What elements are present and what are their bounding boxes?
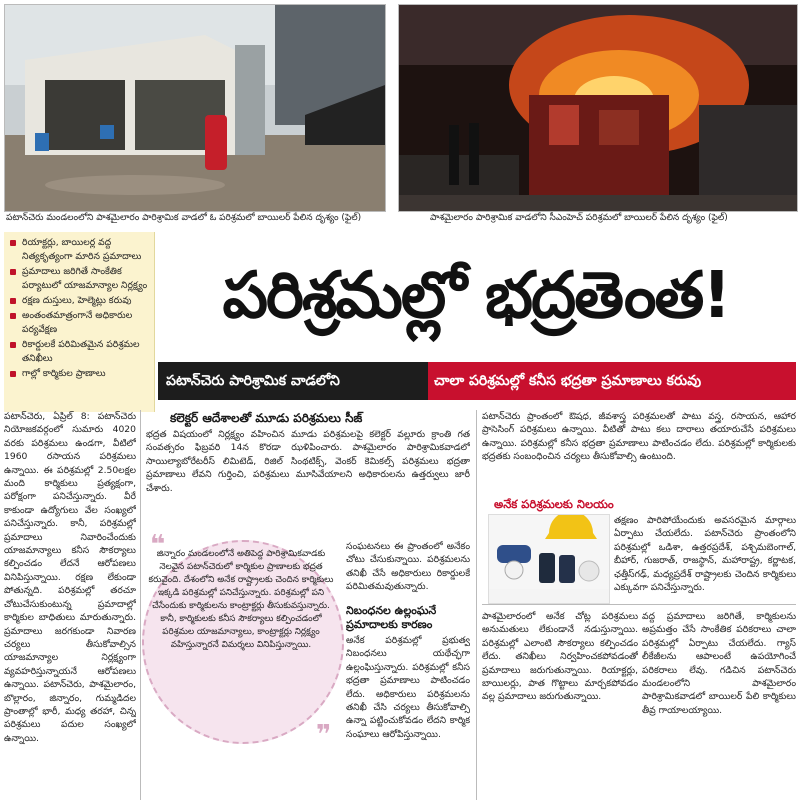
highlight-item: రక్షణ దుస్తులు, హెల్మెట్లు కరువు xyxy=(10,294,150,308)
right-photo xyxy=(398,4,798,212)
pullquote-text: జిన్నారం మండలంలోనే అతిపెద్ద పారిశ్రామికవాడకు నెలవైన పటాన్‌చెరులో కార్మికుల ప్రాణాలకు భద్రత కరువైంది. దేశంలోని అనేక రాష్ట్రాలకు చెందిన కార్మికులు ఇక్కడి పరిశ్రమల్లో పనిచేస్తున్నారు. పరిశ్రమల్లో పని చేసేందుకు కార్మికులను కాంట్రాక్టర్లు తీసుకువస్తున్నారు. కానీ, కార్మికులకు కనీస సౌకర్యాలు కల్పించడంలో పరిశ్రమల యాజమాన్యాలు, కాంట్రాక్టర్లు నిర్లక్ష్యం వహిస్తున్నారనే విమర్శలు వినిపిస్తున్నాయి. xyxy=(148,549,334,650)
column-4-bottom xyxy=(642,610,796,800)
column-3-text: పటాన్‌చెరు ప్రాంతంలో ఔషధ, జీవశాస్త్ర పరిశ్రమలతో పాటు వస్త్ర, రసాయన, ఆహార ప్రాసెసింగ్ పరిశ్రమలు ఉన్నాయి. వీటితో పాటు కలు దారాలు తయారుచేసే పరిశ్రమలు ఉన్నాయి. పరిశ్రమల్లో కనీస భద్రతా ప్రమాణాలు పాటించడం లేదు. పరిశ్రమల్లో కార్మికులకు భద్రతకు సంబంధించిన చర్యలు తీసుకోవాల్సి ఉంటుంది. xyxy=(482,411,796,463)
column-3-top xyxy=(482,410,796,492)
safety-gear-image xyxy=(488,514,610,604)
subheadline-right: చాలా పరిశ్రమల్లో కనీస భద్రతా ప్రమాణాలు కరువు xyxy=(428,362,796,400)
safety-gear-icon xyxy=(489,515,609,589)
highlights-box xyxy=(4,232,155,412)
column-3-right xyxy=(614,514,796,598)
right-photo-caption: పాశమైలారం పారిశ్రామిక వాడలోని సీఎంహెచ్ పరిశ్రమలో బాయిలర్ పేలిన దృశ్యం (ఫైల్) xyxy=(430,213,728,223)
headline: పరిశ్రమల్లో భద్రతెంత! xyxy=(222,259,730,333)
section-heading-many-visible: అనేక పరిశ్రమలకు నిలయం xyxy=(494,497,614,511)
section-heading-collector: కలెక్టర్ ఆదేశాలతో మూడు పరిశ్రమలు సీజ్ xyxy=(170,411,363,425)
factory-shed-image xyxy=(5,5,385,211)
section-heading-rules xyxy=(346,604,470,632)
subheadline-left: పటాన్‌చెరు పారిశ్రామిక వాడలోని xyxy=(158,362,428,400)
column-1-text: పటాన్‌చెరు, ఏప్రిల్ 8: పటాన్‌చెరు నియోజకవర్గంలో సుమారు 4020 వరకు పరిశ్రమలు ఉండగా, వీటిలో 1960 రసాయన పరిశ్రమలు ఉన్నాయి. ఈ పరిశ్రమల్లో 2.50లక్షల మంది కార్మికులు ప్రత్యక్షంగా, పరోక్షంగా పనిచేస్తున్నారు. వీరే కాకుండా ఉద్యోగులు వేల సంఖ్యలో పనిచేస్తున్నారు. కానీ, పరిశ్రమల్లో ప్రమాదాలు నివారించేందుకు యాజమాన్యాలు కనీస సౌకర్యాలు కల్పించడం లేదనే ఆరోపణలు వినిపిస్తున్నాయి. రక్షణ లేకుండా పోతున్నది. పరిశ్రమల్లో తరచూ చోటుచేసుకుంటున్న ప్రమాదాల్లో కార్మికుల బాధితులు మారుతున్నారు. ప్రమాదాలు జరగకుండా నివారణ చర్యలు తీసుకోవాల్సిన యాజమాన్యాల నిర్లక్ష్యంగా వ్యవహరిస్తున్నాయనే ఆరోపణలు ఉన్నాయి. పటాన్‌చెరు, పాశమైలారం, బొల్లారం, జిన్నారం, గుమ్మడిదల ప్రాంతాల్లో భారీ, మధ్య తరహా, చిన్న పరిశ్రమలు పదుల సంఖ్యలో ఉన్నాయి. xyxy=(4,411,136,744)
section-divider xyxy=(482,604,796,605)
highlight-item: రియాక్టర్లు, బాయిలర్ల వద్ద నిత్యకృత్యంగా మారిన ప్రమాదాలు xyxy=(10,236,150,264)
column-2-text: సంఘటనలు ఈ ప్రాంతంలో అనేకం చోటు చేసుకున్నాయి. పరిశ్రమలను తనిఖీ చేసే అధికారులు రికార్డులకే పరిమితమవుతున్నారు. xyxy=(346,541,470,593)
column-2-top xyxy=(146,428,470,536)
column-1 xyxy=(4,410,136,800)
column-2-middle xyxy=(346,540,470,602)
highlights-list xyxy=(4,232,154,381)
left-photo-caption: పటాన్‌చెరు మండలంలోని పాశమైలారం పారిశ్రామిక వాడలో ఓ పరిశ్రమలో బాయిలర్ పేలిన దృశ్యం (ఫైల్) xyxy=(6,213,362,223)
highlight-item: ప్రమాదాలు జరిగితే సాంకేతిక పర్యాటులో యాజమాన్యాల నిర్లక్ష్యం xyxy=(10,265,150,293)
column-divider xyxy=(140,410,141,800)
column-3-bottom xyxy=(482,610,638,800)
quote-close-icon: ❞ xyxy=(316,720,332,750)
section-heading-rules-text: నిబంధనల ఉల్లంఘనే ప్రమాదాలకు కారణం xyxy=(346,604,437,631)
highlight-item: అంతంతమాత్రంగానే అధికారుల పర్యవేక్షణ xyxy=(10,309,150,337)
column-2-text: భద్రత విషయంలో నిర్లక్ష్యం వహించిన మూడు పరిశ్రమలపై కలెక్టర్ వల్లూరు క్రాంతి గత సంవత్సరం ఫిబ్రవరి 14న కొరడా ఝళిపించారు. పాశమైలారం పారిశ్రామికవాడలో సాయిల్యాబోరేటరీస్ లిమిటెడ్, రిజిల్ సింథటిక్స్, వెంకర్ కెమికల్స్ పరిశ్రమలు భద్రతా ప్రమాణాలు లేవని గుర్తించి, పరిశ్రమలు మూసివేయాలని అధికారులను ఉత్తర్వులు జారీ చేశారు. xyxy=(146,429,470,494)
column-3-text: తక్షణం పారిపోయేందుకు అవసరమైన మార్గాలు ఏర్పాటు చేయలేదు. పటాన్‌చెరు ప్రాంతంలోని పరిశ్రమల్లో ఒడిశా, ఉత్తరప్రదేశ్, పశ్చిమబెంగాల్, బీహార్, గుజరాత్, రాజస్థాన్, మహారాష్ట్ర, కర్ణాటక, ఛత్తీస్‌గఢ్, మధ్యప్రదేశ్ రాష్ట్రాలకు చెందిన కార్మికులు ఎక్కువగా పనిచేస్తున్నారు. xyxy=(614,515,796,594)
column-divider xyxy=(476,410,477,800)
highlight-item: రికార్డులకే పరిమితమైన పరిశ్రమల తనిఖీలు xyxy=(10,338,150,366)
column-2-rules xyxy=(346,634,470,800)
column-2-text: అనేక పరిశ్రమల్లో ప్రభుత్వ నిబంధనలు యథేచ్ఛగా ఉల్లంఘిస్తున్నారు. పరిశ్రమల్లో కనీస భద్రతా ప్రమాణాలు పాటించడం లేదు. అధికారులు పరిశ్రమలను తనిఖీ చేసి చర్యలు తీసుకోవాల్సి ఉన్నా పట్టించుకోవడం లేదని కార్మిక సంఘాలు ఆరోపిస్తున్నాయి. xyxy=(346,635,470,740)
column-4-text: వద్ద ప్రమాదాలు జరిగితే, కార్మికులను అప్రమత్తం చేసే సాంకేతిక పరికరాలు చాలా పరిశ్రమల్లో ఏర్పాటు చేయలేదు. గ్యాస్ లీకేజీలను ఆపాలంటే ఉపయోగించే పరికరాలు లేవు. గడిచిన పటాన్‌చెరు మండలంలోని పాశమైలారం పారిశ్రామికవాడలో బాయిలర్ పేలి కార్మికులు తీవ్ర గాయాలయ్యాయి. xyxy=(642,611,796,716)
column-3-text: పాశమైలారంలో అనేక చోట్ల పరిశ్రమలు అనుమతులు లేకుండానే నడుస్తున్నాయి. పరిశ్రమల్లో ఎలాంటి సౌకర్యాలు కల్పించడం లేదు. తనిఖీలు నిర్వహించకపోవడంతో ప్రమాదాలు జరుగుతున్నాయి. రియాక్టర్లు, బాయిలర్లు, పాత గొట్టాలు మార్చకపోవడం వల్ల ప్రమాదాలు జరుగుతున్నాయి. xyxy=(482,611,638,703)
highlight-item: గాల్లో కార్మికుల ప్రాణాలు xyxy=(10,367,150,381)
left-photo xyxy=(4,4,386,212)
quote-open-icon: ❝ xyxy=(150,530,166,560)
fire-scene-image xyxy=(399,5,797,211)
